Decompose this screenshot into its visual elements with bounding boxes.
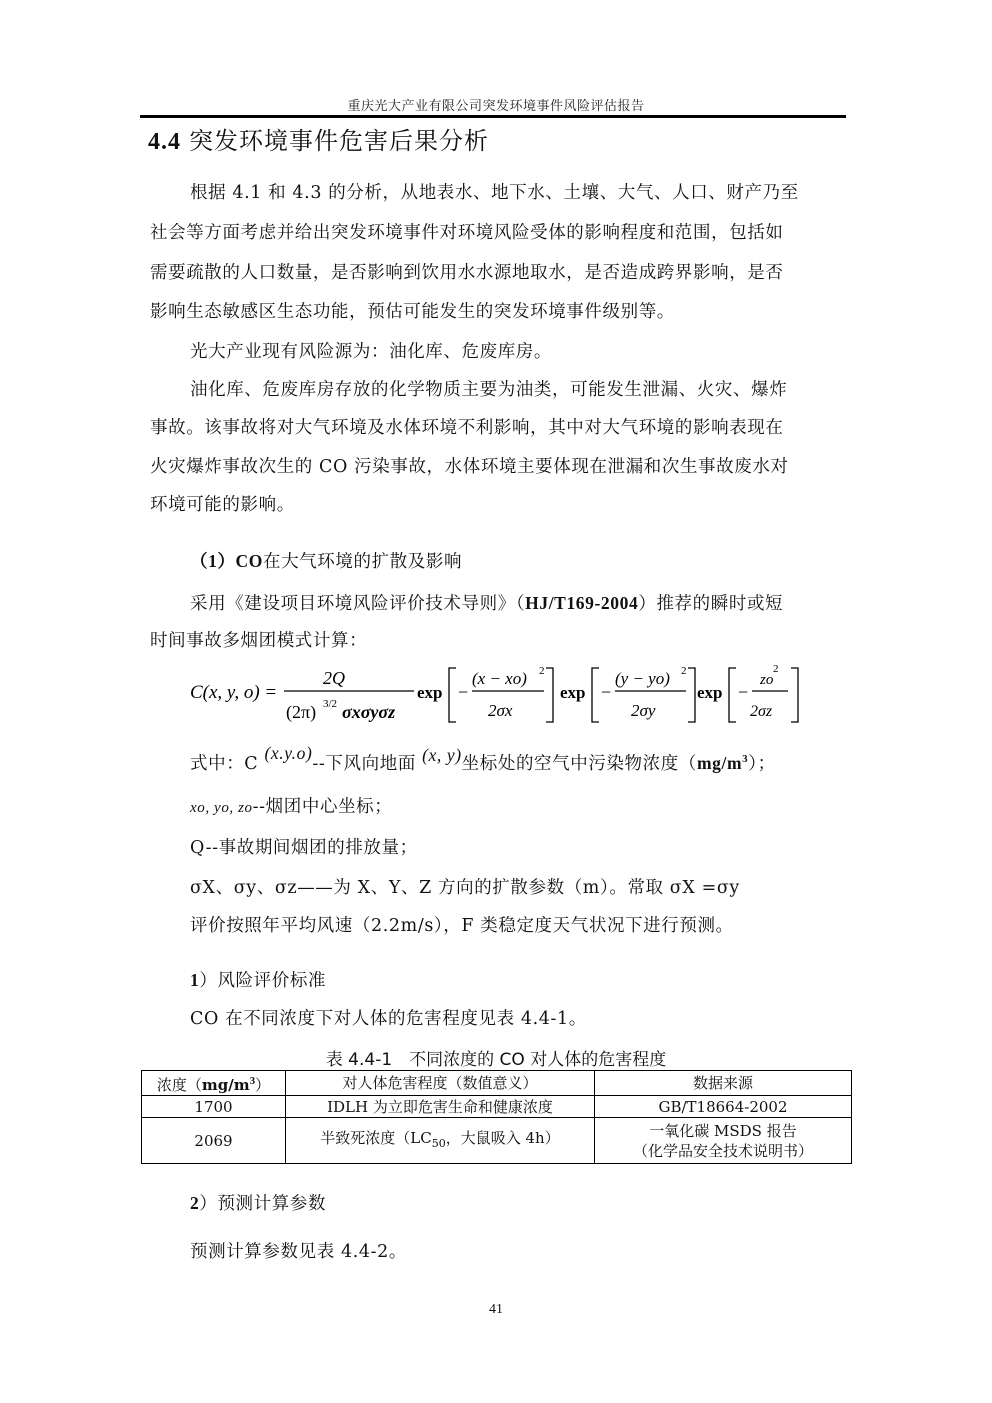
header-cell: 数据来源 — [595, 1071, 852, 1096]
header-rule — [140, 115, 846, 118]
bracket-left — [592, 668, 599, 722]
paragraph-line: 油化库、危废库房存放的化学物质主要为油类，可能发生泄漏、火灾、爆炸 — [190, 380, 788, 400]
math-run: (x.y.o) — [264, 742, 313, 763]
definition-line: 评价按照年平均风速（2.2m/s），F 类稳定度天气状况下进行预测。 — [190, 916, 734, 936]
paragraph-line: 需要疏散的人口数量，是否影响到饮用水水源地取水，是否造成跨界影响，是否 — [150, 263, 784, 283]
table-cell: IDLH 为立即危害生命和健康浓度 — [286, 1096, 595, 1118]
header-text: 浓度（ — [156, 1076, 202, 1094]
paragraph-line: 时间事故多烟团模式计算： — [150, 631, 368, 651]
table-cell: GB/T18664-2002 — [595, 1096, 852, 1118]
subsection-heading — [190, 968, 882, 993]
page-number: 41 — [489, 1302, 503, 1317]
paragraph-line: 社会等方面考虑并给出突发环境事件对环境风险受体的影响程度和范围，包括如 — [150, 223, 784, 243]
definition-line: σX、σy、σz——为 X、Y、Z 方向的扩散参数（m）。常取 σX =σy — [190, 878, 740, 898]
co-hazard-table — [141, 1070, 852, 1164]
subsection-number: 1 — [190, 970, 200, 990]
subsection-heading — [190, 1191, 882, 1216]
exp-label: exp — [697, 683, 723, 702]
cell-text: ，大鼠吸入 4h） — [445, 1128, 560, 1147]
formula-lhs: C(x, y, o) = — [190, 682, 278, 703]
table-row — [142, 1118, 852, 1164]
table-row — [142, 1096, 852, 1118]
term3-square: 2 — [773, 663, 779, 675]
table-cell — [595, 1118, 852, 1164]
formula-exponent: 3/2 — [323, 698, 338, 710]
text-run: ）推荐的瞬时或短 — [638, 594, 784, 614]
paragraph-line: CO 在不同浓度下对人体的危害程度见表 4.4-1。 — [190, 1009, 587, 1029]
section-title: 突发环境事件危害后果分析 — [189, 127, 489, 155]
subsection-title: 在大气环境的扩散及影响 — [263, 552, 463, 572]
exp-label: exp — [417, 683, 443, 702]
term2-numerator: (y − yo) — [615, 669, 670, 688]
text-run: --烟团中心坐标； — [252, 797, 393, 817]
header-unit-exponent: 3 — [249, 1075, 256, 1087]
paragraph-line — [190, 591, 882, 616]
text-run: 采用《建设项目环境风险评价技术导则》（ — [190, 594, 526, 614]
term1-square: 2 — [539, 665, 545, 677]
cell-text: 半致死浓度（LC — [320, 1128, 432, 1147]
cell-text: 一氧化碳 MSDS 报告 — [649, 1121, 797, 1140]
term1-numerator: (x − xo) — [472, 669, 527, 688]
table-cell: 2069 — [142, 1118, 286, 1164]
math-run: xo, yo, zo — [190, 800, 253, 816]
running-header: 重庆光大产业有限公司突发环境事件风险评估报告 — [347, 99, 645, 114]
minus-sign: − — [458, 682, 469, 702]
section-heading — [148, 121, 489, 156]
table-header-row — [142, 1071, 852, 1096]
section-number: 4.4 — [148, 129, 181, 155]
subsection-title: ）风险评价标准 — [199, 971, 327, 991]
exp-label: exp — [560, 683, 586, 702]
standard-code: HJ/T169-2004 — [525, 593, 639, 613]
bracket-left — [449, 668, 456, 722]
term3-numerator: zo — [760, 672, 774, 688]
puff-model-formula — [190, 660, 810, 726]
paragraph-line: 火灾爆炸事故次生的 CO 污染事故，水体环境主要体现在泄漏和次生事故废水对 — [150, 457, 789, 477]
text-run: --下风向地面 — [312, 753, 423, 774]
table-cell — [286, 1118, 595, 1164]
paragraph-line: 预测计算参数见表 4.4-2。 — [190, 1242, 407, 1262]
subsection-number: 2 — [190, 1193, 200, 1213]
bracket-right — [546, 668, 553, 722]
cell-text: （化学品安全技术说明书） — [632, 1141, 813, 1160]
table-cell: 1700 — [142, 1096, 286, 1118]
term2-denominator: 2σy — [631, 701, 656, 720]
unit: mg/m — [696, 752, 743, 773]
math-run: (x, y) — [422, 744, 462, 765]
paragraph-line: 事故。该事故将对大气环境及水体环境不利影响，其中对大气环境的影响表现在 — [150, 418, 784, 438]
bracket-right — [688, 668, 695, 722]
formula-numerator: 2Q — [323, 668, 345, 688]
header-text: ） — [255, 1076, 271, 1094]
subsection-number: （1）CO — [190, 551, 263, 571]
minus-sign: − — [601, 682, 612, 702]
paragraph-line: 影响生态敏感区生态功能，预估可能发生的突发环境事件级别等。 — [150, 302, 675, 322]
header-unit: mg/m — [201, 1076, 250, 1094]
text-run: 式中：C — [190, 753, 265, 774]
paragraph-line: 根据 4.1 和 4.3 的分析，从地表水、地下水、土壤、大气、人口、财产乃至 — [190, 183, 799, 203]
term3-denominator: 2σz — [750, 703, 773, 720]
table-caption: 表 4.4-1 不同浓度的 CO 对人体的危害程度 — [325, 1050, 667, 1070]
term2-square: 2 — [681, 665, 687, 677]
text-run: ）； — [748, 753, 776, 774]
formula-denominator: (2π) — [286, 702, 317, 722]
minus-sign: − — [738, 682, 749, 702]
cell-subscript: 50 — [431, 1136, 446, 1150]
subsection-title: ）预测计算参数 — [199, 1194, 327, 1214]
paragraph-line: 环境可能的影响。 — [150, 495, 295, 515]
header-cell — [142, 1071, 286, 1096]
text-run: 坐标处的空气中污染物浓度（ — [461, 753, 697, 774]
bracket-right — [791, 668, 798, 722]
definition-line — [190, 795, 882, 820]
term1-denominator: 2σx — [488, 701, 513, 720]
definition-line — [190, 742, 882, 776]
header-cell: 对人体危害程度（数值意义） — [286, 1071, 595, 1096]
bracket-left — [729, 668, 736, 722]
formula-sigmas: σxσyσz — [342, 702, 396, 722]
paragraph-line: 光大产业现有风险源为：油化库、危废库房。 — [190, 342, 552, 362]
definition-line: Q--事故期间烟团的排放量； — [190, 838, 418, 858]
subsection-heading — [190, 549, 882, 574]
unit-exponent: 3 — [742, 753, 749, 765]
